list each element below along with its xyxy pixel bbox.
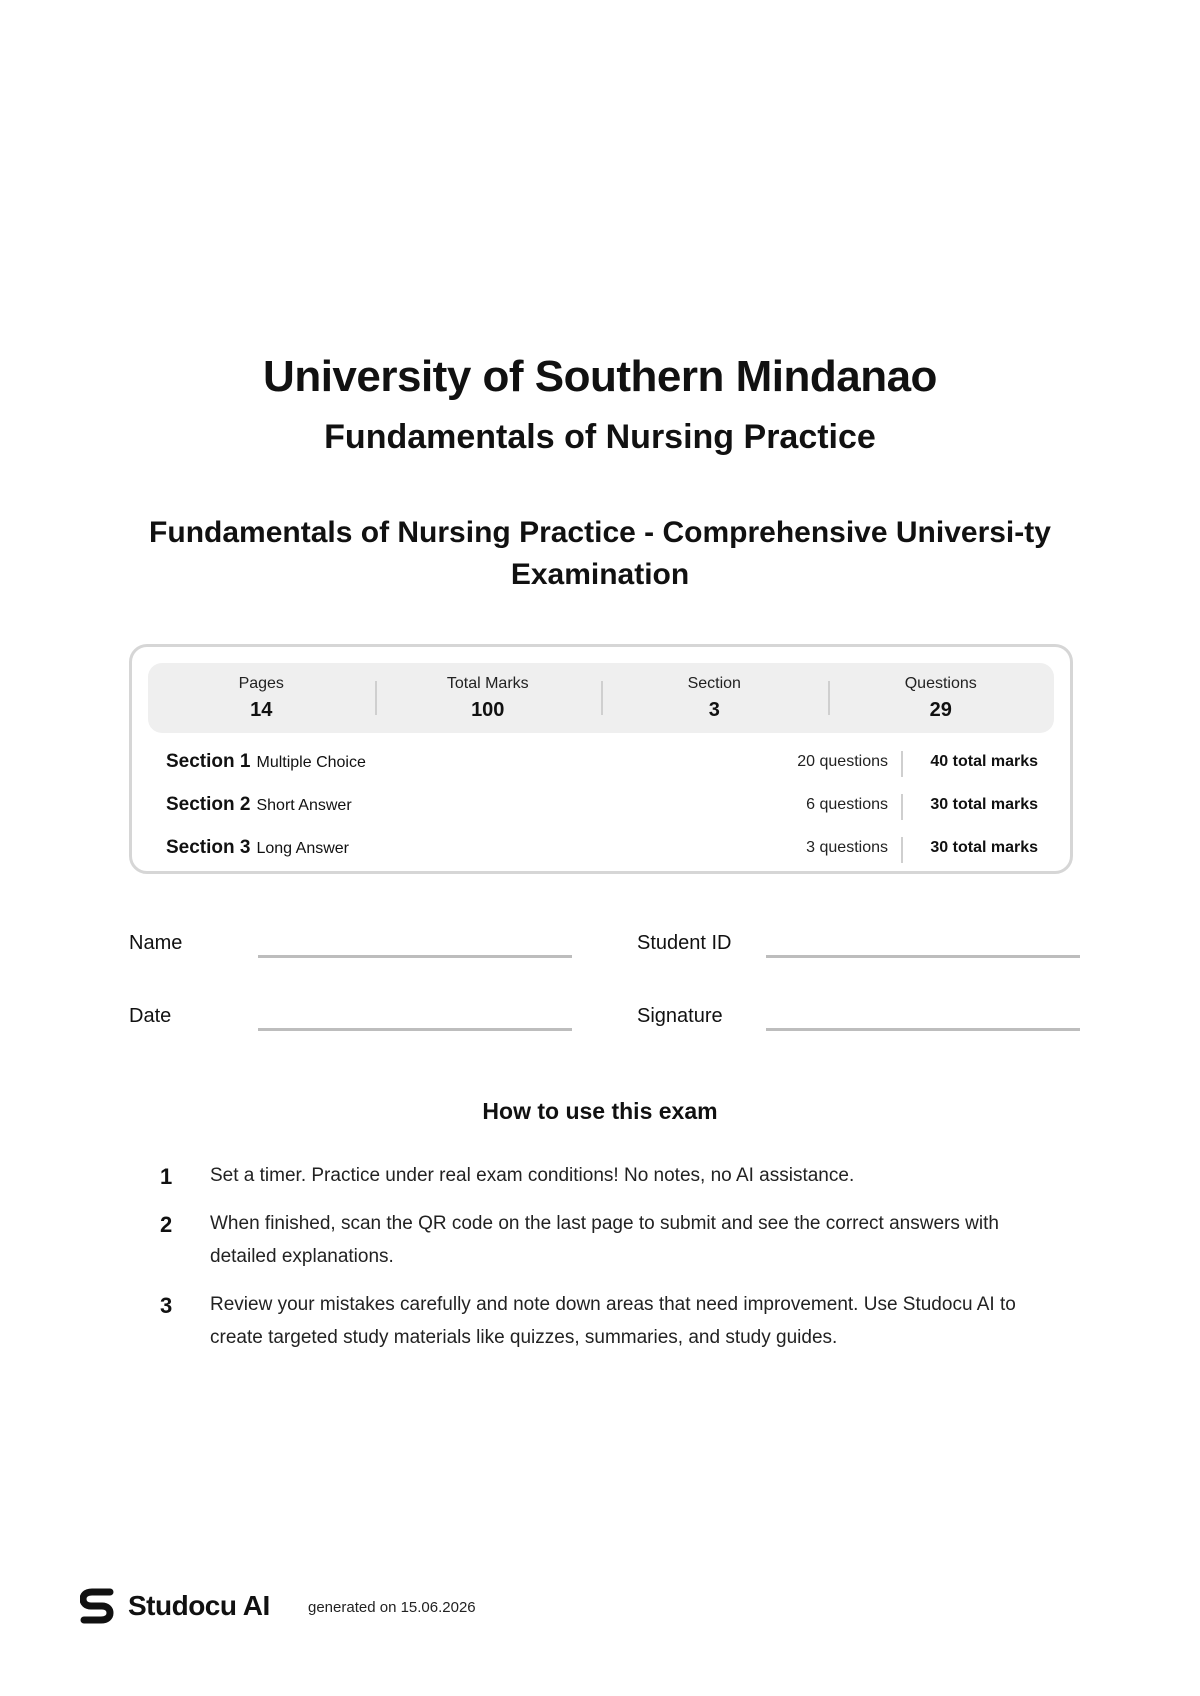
section-marks: 30 total marks [930, 796, 1038, 813]
signature-field[interactable] [766, 1028, 1080, 1031]
studocu-s-logo-icon [80, 1588, 114, 1624]
step-text: Set a timer. Practice under real exam conditions! No notes, no AI assistance. [210, 1165, 855, 1186]
date-field[interactable] [258, 1028, 572, 1031]
divider [901, 837, 903, 863]
exam-summary-card [129, 644, 1073, 874]
stat-pages [148, 663, 375, 733]
student-id-field[interactable] [766, 955, 1080, 958]
instructions-title: How to use this exam [482, 1098, 718, 1124]
section-type: Short Answer [256, 797, 352, 814]
section-question-count: 20 questions [797, 753, 888, 770]
date-label: Date [129, 1005, 172, 1027]
step-text: When finished, scan the QR code on the last page to submit and see the correct answers with detailed explanations. [210, 1213, 999, 1267]
section-number: Section 1 [166, 751, 251, 772]
university-name: University of Southern Mindanao [263, 352, 937, 401]
divider [901, 751, 903, 777]
section-number: Section 2 [166, 794, 251, 815]
stat-value: 29 [929, 699, 952, 721]
brand-name: Studocu AI [128, 1590, 270, 1621]
course-title: Fundamentals of Nursing Practice [324, 418, 876, 456]
stat-label: Total Marks [446, 675, 529, 692]
stat-total-marks [375, 663, 602, 733]
section-name [166, 794, 352, 816]
stat-label: Pages [238, 675, 284, 692]
section-row-3 [166, 837, 1038, 867]
generated-date: generated on 15.06.2026 [308, 1599, 476, 1616]
section-row-1 [166, 751, 1038, 781]
section-name [166, 837, 349, 859]
exam-stats-bar [148, 663, 1054, 733]
name-field[interactable] [258, 955, 572, 958]
stat-value: 3 [708, 699, 720, 721]
section-type: Multiple Choice [256, 754, 366, 771]
stat-questions [828, 663, 1055, 733]
section-marks: 40 total marks [930, 753, 1038, 770]
exam-title: Fundamentals of Nursing Practice - Comprehensive Universi-ty Examination [149, 516, 1051, 591]
signature-label: Signature [637, 1005, 723, 1027]
section-number: Section 3 [166, 837, 251, 858]
step-number: 1 [160, 1164, 173, 1189]
stat-label: Section [687, 675, 741, 692]
section-type: Long Answer [256, 840, 349, 857]
stat-sections [601, 663, 828, 733]
section-marks: 30 total marks [930, 839, 1038, 856]
name-label: Name [129, 932, 183, 954]
stat-value: 100 [471, 699, 505, 721]
section-question-count: 3 questions [806, 839, 888, 856]
step-number: 2 [160, 1212, 173, 1237]
section-name [166, 751, 366, 773]
stat-value: 14 [250, 699, 273, 721]
section-question-count: 6 questions [806, 796, 888, 813]
step-number: 3 [160, 1293, 173, 1318]
divider [901, 794, 903, 820]
step-text: Review your mistakes carefully and note down areas that need improvement. Use Studocu AI to create targeted study materials like quizzes, summaries, and study guides. [210, 1294, 1016, 1348]
student-id-label: Student ID [637, 932, 732, 954]
stat-label: Questions [904, 675, 977, 692]
section-row-2 [166, 794, 1038, 824]
